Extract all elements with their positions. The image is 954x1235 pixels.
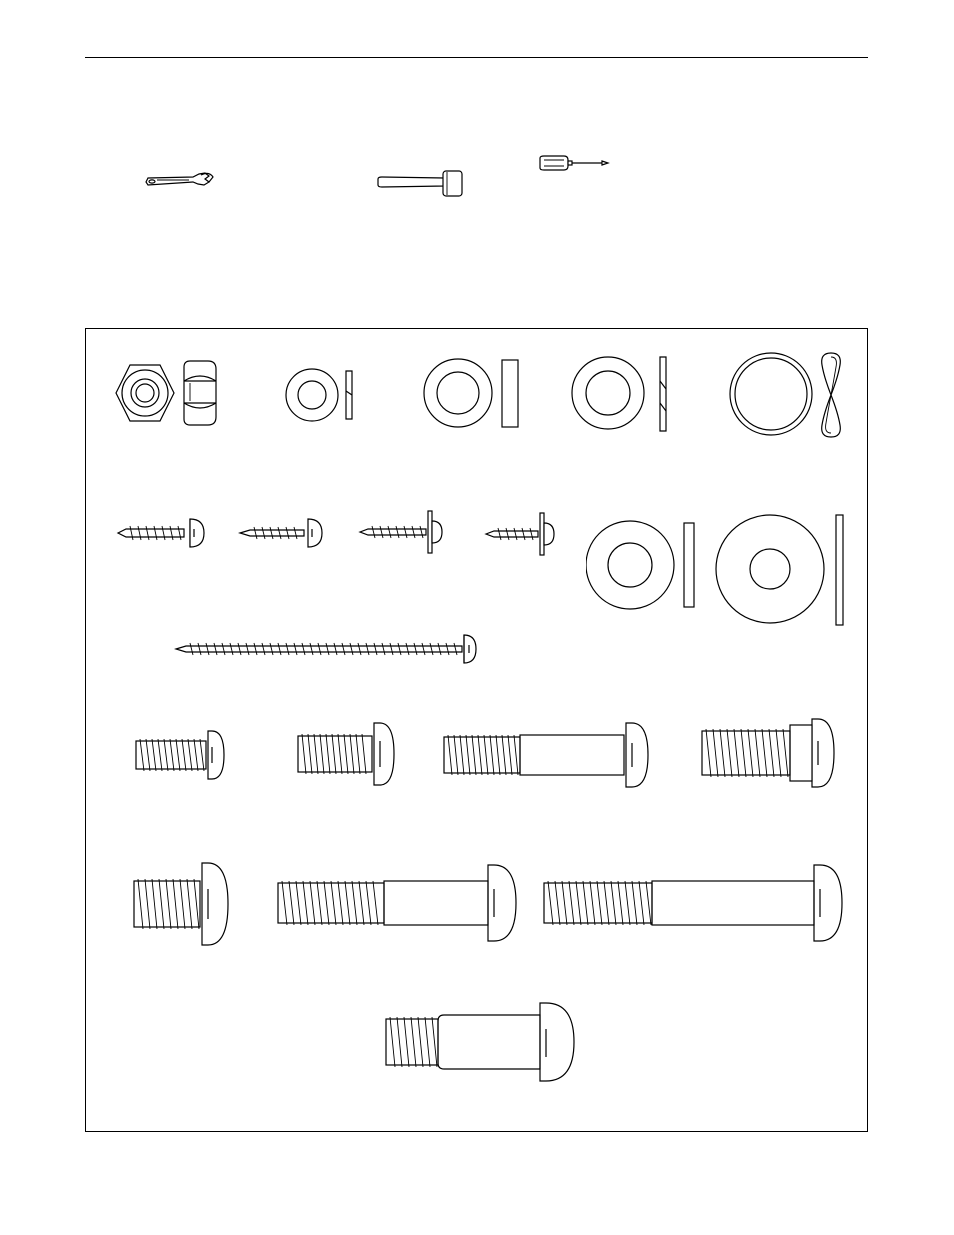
phillips-screwdriver-icon <box>538 154 610 172</box>
bolt-icon <box>130 861 232 947</box>
shoulder-bolt-icon <box>382 1001 578 1083</box>
ring-washer-icon <box>728 351 816 439</box>
screw-icon <box>358 509 444 555</box>
rubber-mallet-icon <box>376 166 466 200</box>
lock-nut-icon <box>180 357 222 429</box>
screw-icon <box>114 515 206 551</box>
shoulder-bolt-icon <box>274 863 520 943</box>
top-rule <box>85 57 868 58</box>
nut-icon <box>114 357 176 429</box>
star-washer-icon <box>570 355 674 435</box>
adjustable-wrench-icon <box>143 170 215 194</box>
bolt-icon <box>132 727 226 783</box>
wave-clip-icon <box>818 351 844 439</box>
shoulder-bolt-icon <box>540 863 846 943</box>
hardware-panel <box>85 328 868 1132</box>
long-screw-icon <box>174 631 478 667</box>
split-washer-icon <box>284 367 364 423</box>
screw-icon <box>484 511 556 557</box>
large-washer-icon <box>714 513 848 627</box>
large-washer-icon <box>586 515 698 615</box>
shoulder-bolt-icon <box>698 717 838 789</box>
shoulder-bolt-icon <box>440 721 650 789</box>
bolt-icon <box>294 721 396 787</box>
screw-icon <box>238 515 324 551</box>
flat-washer-icon <box>422 357 522 429</box>
